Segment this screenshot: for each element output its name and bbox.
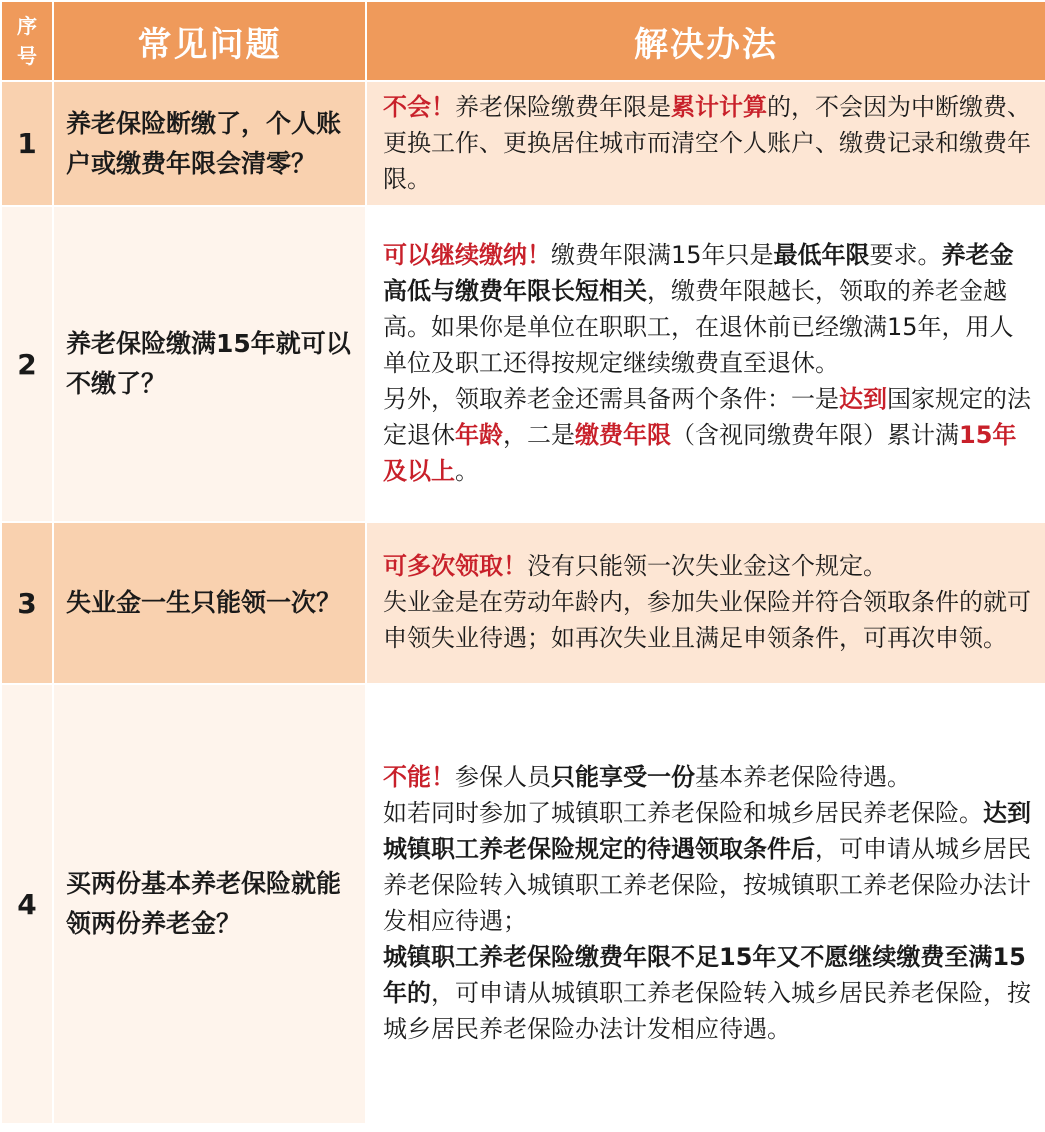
answer-text: 另外，领取养老金还需具备两个条件：一是	[383, 385, 839, 413]
answer-verdict: 不能！	[383, 763, 455, 791]
row-answer	[366, 81, 1045, 206]
answer-text: 的，不会因为中断缴费、更换工作、更换居住城市而清空个人账户、缴费记录和缴费年限。	[383, 92, 1031, 193]
answer-paragraph	[383, 939, 1031, 1047]
answer-text: 国家规定的法定退休	[383, 385, 1031, 449]
row-number: 2	[1, 206, 53, 522]
answer-text: 。	[455, 457, 479, 485]
header-number	[1, 1, 53, 81]
answer-paragraph	[383, 237, 1031, 381]
header-row	[1, 1, 1045, 81]
answer-text: 参保人员	[455, 763, 551, 791]
row-question: 失业金一生只能领一次？	[53, 522, 366, 684]
answer-verdict: 不会！	[383, 92, 455, 121]
answer-bold: 养老金高低与缴费年限长短相关	[383, 241, 1014, 305]
row-number: 1	[1, 81, 53, 206]
row-number: 4	[1, 684, 53, 1124]
answer-text: 基本养老保险待遇。	[695, 763, 911, 791]
table-row	[1, 522, 1045, 684]
table-row	[1, 206, 1045, 522]
answer-text: ，缴费年限越长，领取的养老金越高。如果你是单位在职职工，在退休前已经缴满15年，用人单位及职工还得按规定继续缴费直至退休。	[383, 277, 1014, 377]
answer-bold: 达到城镇职工养老保险规定的待遇领取条件后	[383, 799, 1031, 863]
table-row	[1, 684, 1045, 1124]
header-number-line1: 序	[17, 14, 37, 38]
table-row	[1, 81, 1045, 206]
header-number-line2: 号	[17, 44, 37, 68]
answer-bold: 最低年限	[773, 241, 870, 269]
answer-paragraph	[383, 89, 1031, 197]
answer-paragraph	[383, 548, 1031, 584]
answer-highlight: 累计计算	[671, 92, 767, 121]
answer-verdict: 可多次领取！	[383, 552, 527, 580]
row-answer	[366, 206, 1045, 522]
header-answer: 解决办法	[366, 1, 1045, 81]
answer-paragraph	[383, 584, 1031, 656]
answer-highlight: 15年及以上	[383, 421, 1017, 485]
answer-text: 如若同时参加了城镇职工养老保险和城乡居民养老保险。	[383, 799, 983, 827]
answer-text: ，二是	[503, 421, 575, 449]
answer-text: ，可申请从城镇职工养老保险转入城乡居民养老保险，按城乡居民养老保险办法计发相应待遇。	[383, 979, 1031, 1043]
answer-bold: 只能享受一份	[551, 763, 695, 791]
answer-text: ，可申请从城乡居民养老保险转入城镇职工养老保险，按城镇职工养老保险办法计发相应待遇；	[383, 835, 1031, 935]
answer-highlight: 年龄	[455, 421, 503, 449]
row-number: 3	[1, 522, 53, 684]
answer-text: 没有只能领一次失业金这个规定。	[527, 552, 887, 580]
row-question: 养老保险缴满15年就可以不缴了？	[53, 206, 366, 522]
row-answer	[366, 522, 1045, 684]
answer-bold: 城镇职工养老保险缴费年限不足15年又不愿继续缴费至满15年的	[383, 943, 1026, 1007]
answer-paragraph	[383, 795, 1031, 939]
answer-text: 要求。	[869, 241, 942, 269]
header-question: 常见问题	[53, 1, 366, 81]
answer-text: 失业金是在劳动年龄内，参加失业保险并符合领取条件的就可申领失业待遇；如再次失业且满足申领条件，可再次申领。	[383, 588, 1031, 652]
answer-highlight: 达到	[839, 385, 887, 413]
row-answer	[366, 684, 1045, 1124]
answer-text: （含视同缴费年限）累计满	[671, 421, 959, 449]
row-question: 养老保险断缴了，个人账户或缴费年限会清零？	[53, 81, 366, 206]
answer-paragraph	[383, 381, 1031, 489]
answer-text: 缴费年限满15年只是	[551, 241, 774, 269]
answer-paragraph	[383, 759, 1031, 795]
answer-text: 养老保险缴费年限是	[455, 92, 671, 121]
answer-verdict: 可以继续缴纳！	[383, 241, 551, 269]
answer-highlight: 缴费年限	[575, 421, 671, 449]
row-question: 买两份基本养老保险就能领两份养老金？	[53, 684, 366, 1124]
